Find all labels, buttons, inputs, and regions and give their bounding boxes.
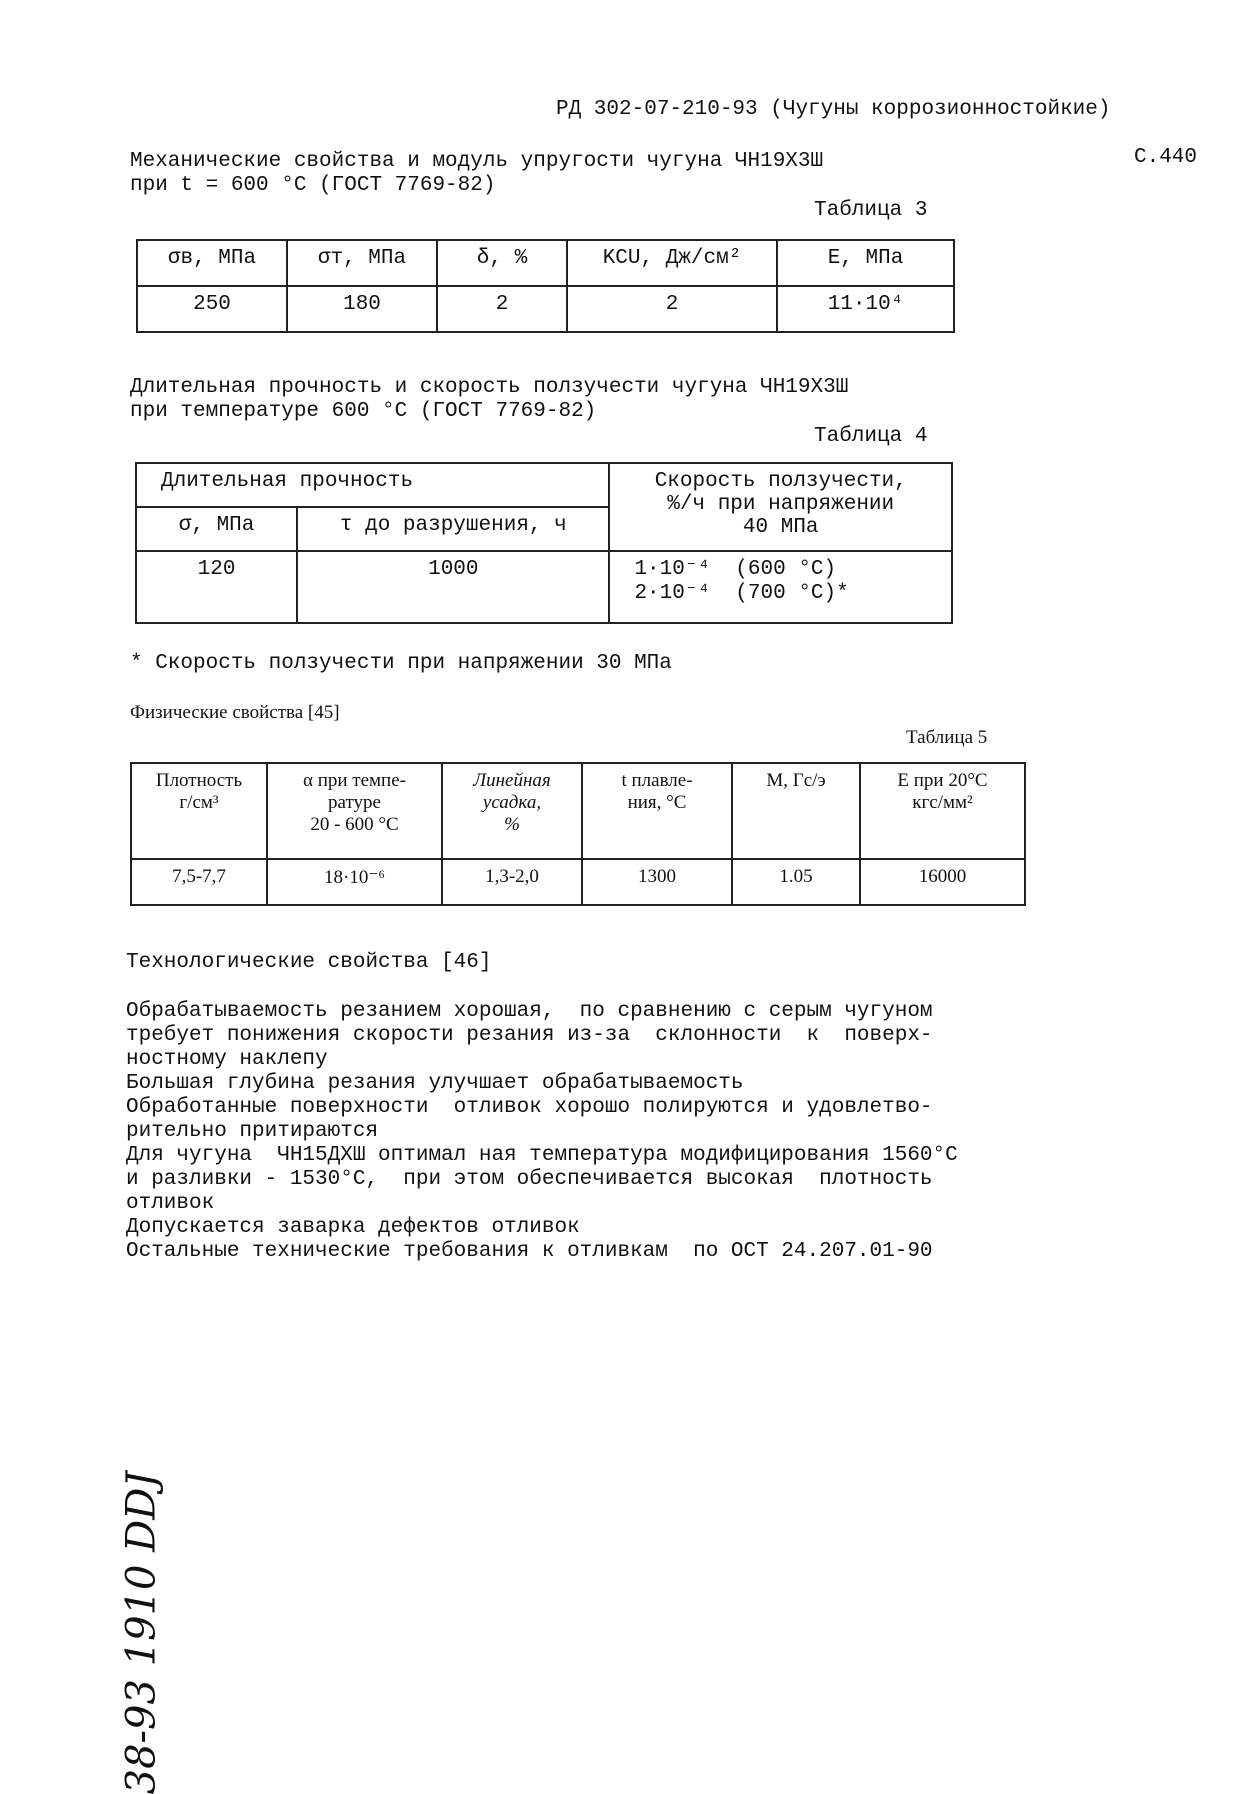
section4-line-11: Остальные технические требования к отливкам по ОСТ 24.207.01-90 [126, 1240, 933, 1263]
section4-body [126, 1000, 958, 1264]
table4-header-creep-line2: %/ч при напряжении [667, 493, 895, 516]
page-number: С.440 [1134, 146, 1198, 169]
table4 [135, 462, 953, 624]
table5-header-alpha-line3: 20 - 600 °С [310, 814, 399, 835]
section3-heading: Физические свойства [45] [130, 702, 340, 723]
table3-value-sigma-b: 250 [137, 286, 287, 332]
table5-value-mu: 1.05 [732, 859, 860, 905]
table4-header-row1 [136, 463, 952, 507]
section4-line-7: Для чугуна ЧН15ДХШ оптимал ная температура модифицирования 1560°С [126, 1144, 958, 1167]
table5-header-mu: M, Гс/э [732, 763, 860, 859]
section4-line-2: требует понижения скорости резания из-за склонности к поверх- [126, 1024, 933, 1047]
section4-line-4: Большая глубина резания улучшает обрабатываемость [126, 1072, 744, 1095]
table3-value-delta: 2 [437, 286, 567, 332]
section1-heading-line2: при t = 600 °С (ГОСТ 7769-82) [130, 174, 496, 197]
table4-value-creep-line1: 1·10⁻⁴ (600 °С) [634, 558, 837, 581]
table3-value-kcu: 2 [567, 286, 777, 332]
section4-line-9: отливок [126, 1192, 215, 1215]
table4-value-sigma: 120 [136, 551, 297, 623]
table5-label: Таблица 5 [906, 727, 988, 748]
section4-line-1: Обрабатываемость резанием хорошая, по сравнению с серым чугуном [126, 1000, 933, 1023]
table5-value-melt: 1300 [582, 859, 732, 905]
table5-header-shrink-line3: % [504, 814, 520, 835]
table5-header-melt [582, 763, 732, 859]
section4-line-6: рительно притираются [126, 1120, 379, 1143]
document-title: РД 302-07-210-93 (Чугуны коррозионностойкие) [556, 98, 1111, 121]
section4-line-3: ностному наклепу [126, 1048, 328, 1071]
section1-heading-line1: Механические свойства и модуль упругости чугуна ЧН19Х3Ш [130, 150, 824, 173]
table3-data-row [137, 286, 954, 332]
section4-line-5: Обработанные поверхности отливок хорошо полируются и удовлетво- [126, 1096, 933, 1119]
section4-line-8: и разливки - 1530°С, при этом обеспечивается высокая плотность [126, 1168, 933, 1191]
table3-label: Таблица 3 [814, 199, 928, 222]
section2-heading-line1: Длительная прочность и скорость ползучести чугуна ЧН19Х3Ш [130, 376, 849, 399]
table3-header-delta: δ, % [437, 240, 567, 286]
table5 [130, 762, 1026, 906]
table4-data-row [136, 551, 952, 623]
table3-header-e: Е, МПа [777, 240, 954, 286]
table4-value-creep-line2: 2·10⁻⁴ (700 °С)* [634, 582, 849, 605]
table3-header-sigma-b: σв, МПа [137, 240, 287, 286]
table5-header-density-line2: г/см³ [179, 792, 219, 813]
table5-header-alpha-line2: ратуре [328, 792, 381, 813]
table3-value-sigma-t: 180 [287, 286, 437, 332]
table3-header-kcu: KCU, Дж/см² [567, 240, 777, 286]
table5-header-melt-line2: ния, °С [627, 792, 687, 813]
table4-header-creep-line3: 40 МПа [742, 516, 819, 539]
table5-header-melt-line1: t плавле- [621, 770, 693, 791]
table3-header-sigma-t: σт, МПа [287, 240, 437, 286]
table5-header-shrink [442, 763, 582, 859]
table5-data-row [131, 859, 1025, 905]
table4-header-tau: τ до разрушения, ч [297, 507, 609, 551]
table5-header-shrink-line2: усадка, [482, 792, 542, 813]
table5-value-shrink: 1,3-2,0 [442, 859, 582, 905]
table5-value-density: 7,5-7,7 [131, 859, 267, 905]
table5-header-alpha-line1: α при темпе- [303, 770, 406, 791]
table5-header-density-line1: Плотность [155, 770, 243, 791]
table5-header-e-line2: кгс/мм² [912, 792, 973, 813]
section2-heading-line2: при температуре 600 °С (ГОСТ 7769-82) [130, 400, 597, 423]
table5-value-e: 16000 [860, 859, 1025, 905]
table5-header-e [860, 763, 1025, 859]
table3-value-e: 11·10⁴ [777, 286, 954, 332]
table4-header-sigma: σ, МПа [136, 507, 297, 551]
table4-value-tau: 1000 [297, 551, 609, 623]
table5-header-shrink-line1: Линейная [473, 770, 551, 791]
table4-header-creep-line1: Скорость ползучести, [654, 470, 907, 493]
section4-line-10: Допускается заварка дефектов отливок [126, 1216, 580, 1239]
table5-header-row [131, 763, 1025, 859]
table5-header-density [131, 763, 267, 859]
table4-label: Таблица 4 [814, 425, 928, 448]
section4-heading: Технологические свойства [46] [126, 951, 492, 974]
table3-header-row [137, 240, 954, 286]
table5-header-e-line1: Е при 20°С [897, 770, 988, 791]
table4-footnote: * Скорость ползучести при напряжении 30 МПа [130, 652, 672, 675]
table4-header-group: Длительная прочность [136, 463, 609, 507]
table4-header-creep [609, 463, 952, 551]
table5-header-alpha [267, 763, 442, 859]
table3 [136, 239, 955, 333]
handwritten-margin-note: 38-93 1910 DDJ [118, 1471, 165, 1794]
table5-value-alpha: 18·10⁻⁶ [267, 859, 442, 905]
table4-value-creep [609, 551, 952, 623]
